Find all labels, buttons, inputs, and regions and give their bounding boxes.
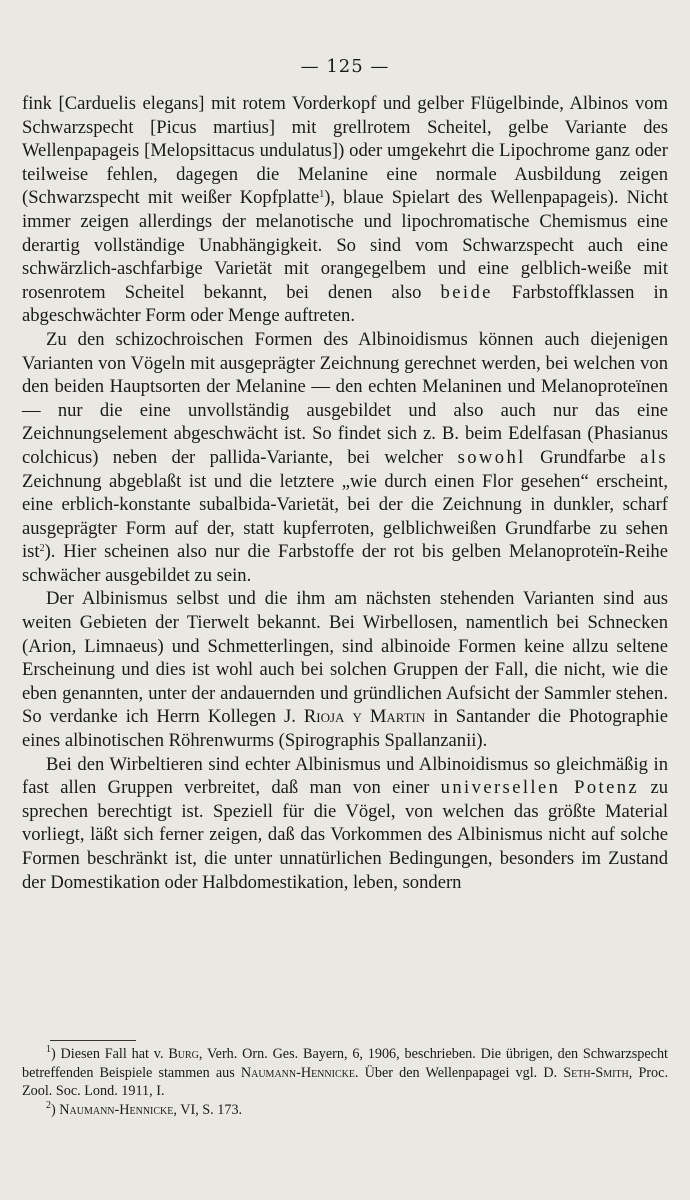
emphasis: sowohl — [457, 446, 526, 468]
text-run: ) Diesen Fall hat v. — [51, 1046, 164, 1062]
footnote-mark: 2 — [46, 1099, 51, 1111]
footnote-2 — [22, 1101, 668, 1120]
emphasis: als — [640, 446, 668, 468]
author-name: Seth-Smith — [563, 1064, 629, 1081]
person-name: J. Rioja y Martin — [284, 706, 426, 728]
text-run: , Proc. Zool. Soc. Lond. 1911, I. — [22, 1064, 668, 1100]
text-run: , Verh. Orn. Ges. Bayern, 6, 1906, beschrieben. Die übrigen, den Schwarzspecht betreffenden Beispiele stammen aus — [22, 1046, 668, 1081]
emphasis: universellen Potenz — [440, 777, 640, 799]
author-name: Naumann-Hennicke — [59, 1101, 174, 1118]
text-run: fink [Carduelis elegans] mit rotem Vorderkopf und gelber Flügelbinde, Albinos vom Schwarzspecht [Picus martius] mit grellrotem Scheitel, gelbe Variante des Wellenpapageis [Melopsittacus undulatus]) oder umgekehrt die Lipochrome ganz oder teilweise fehlen, dagegen die Melanine eine normale Ausbildung zeigen (Schwarzspecht mit weißer Kopfplatte — [22, 93, 668, 209]
text-run: Bei den Wirbeltieren sind echter Albinismus und Albinoidismus so gleichmäßig in fast allen Gruppen verbreitet, daß man von einer — [22, 753, 668, 799]
author-name: Naumann-Hennicke — [240, 1064, 355, 1081]
main-text — [22, 92, 668, 894]
paragraph-3 — [22, 587, 668, 752]
footnote-divider — [50, 1040, 136, 1041]
text-run: Zeichnung abgeblaßt ist und die letztere „wie durch einen Flor gesehen“ erscheint, eine erblich-konstante subalbida-Varietät, bei der die Zeichnung in dunkler, scharf ausgeprägter Form auf der, statt kupferroten, gelblichweißen Grundfarbe zu sehen ist — [22, 470, 668, 563]
footnote-ref-1: 1 — [319, 189, 325, 201]
text-run: ), blaue Spielart des Wellenpapageis). Nicht immer zeigen allerdings der melanotische und lipochromatische Chemismus eine derartig vollständige Unabhängigkeit. So sind vom Schwarzspecht auch eine schwärzlich-aschfarbige Varietät mit orangegelbem und eine gelblich-weiße mit rosenrotem Scheitel bekannt, bei denen also — [22, 187, 668, 303]
paragraph-1 — [22, 92, 668, 328]
footnotes — [22, 1045, 668, 1119]
paragraph-2 — [22, 328, 668, 588]
page-number: — 125 — — [300, 56, 390, 77]
footnote-mark: 1 — [46, 1044, 51, 1055]
footnote-1 — [22, 1045, 668, 1101]
text-run: ) — [51, 1101, 56, 1118]
text-run: Grundfarbe — [540, 446, 626, 468]
footnote-ref-2: 2 — [39, 543, 45, 555]
author-name: Burg — [168, 1046, 199, 1062]
text-run: . Über den Wellenpapagei vgl. D. — [354, 1064, 558, 1081]
emphasis: beide — [440, 281, 493, 303]
text-run: Zu den schizochroischen Formen des Albinoidismus können auch diejenigen Varianten von Vögeln mit ausgeprägter Zeichnung gerechnet werden, bei welchen von den beiden Hauptsorten der Melanine — den echten Melaninen und Melanoproteïnen — nur die eine unvollständig ausgebildet und also auch nur das eine Zeichnungselement abgeschwächt ist. So findet sich z. B. beim Edelfasan (Phasianus colchicus) neben der pallida-Variante, bei welcher — [22, 328, 668, 468]
text-run: zu sprechen berechtigt ist. Speziell für die Vögel, von welchen das größte Material vorliegt, läßt sich ferner zeigen, daß das Vorkommen des Albinismus nicht auf solche Formen beschränkt ist, die unter unnatürlichen Bedingungen, besonders im Zustand der Domestikation oder Halbdomestikation, leben, sondern — [22, 777, 669, 893]
text-run: in Santander die Photographie eines albinotischen Röhrenwurms (Spirographis Spallanzanii). — [22, 706, 668, 752]
text-run: ). Hier scheinen also nur die Farbstoffe der rot bis gelben Melanoproteïn-Reihe schwächer ausgebildet zu sein. — [22, 541, 668, 586]
text-run: , VI, S. 173. — [173, 1101, 243, 1118]
paragraph-4 — [22, 753, 668, 895]
text-run: Farbstoffklassen in abgeschwächter Form oder Menge auftreten. — [22, 281, 668, 327]
text-run: Der Albinismus selbst und die ihm am nächsten stehenden Varianten sind aus weiten Gebieten der Tierwelt bekannt. Bei Wirbellosen, namentlich bei Schnecken (Arion, Limnaeus) und Schmetterlingen, sind albinoide Formen keine allzu seltene Erscheinung und dies ist wohl auch bei solchen Gruppen der Fall, die nicht, wie die eben genannten, unter der andauernden und gründlichen Aufsicht der Sammler stehen. So verdanke ich Herrn Kollegen — [22, 588, 668, 728]
